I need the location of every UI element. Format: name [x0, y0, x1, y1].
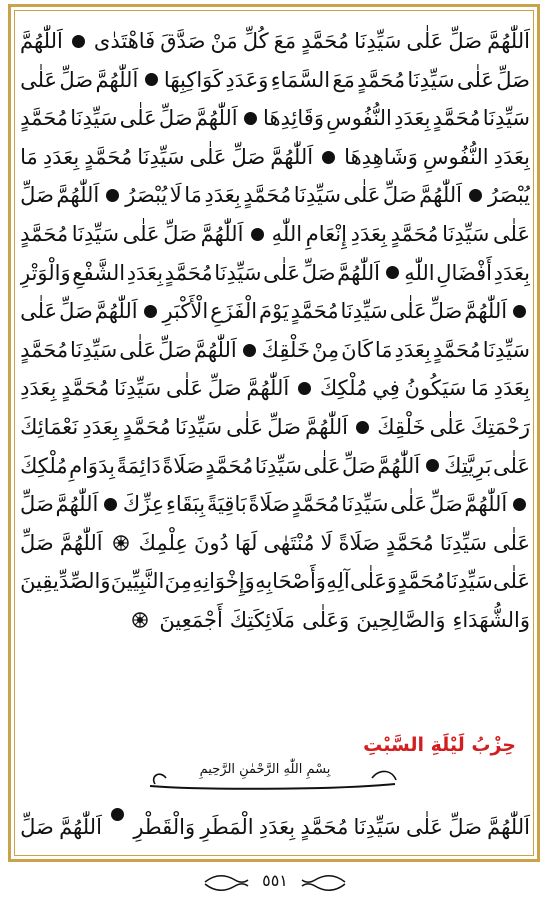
- word: سَيَكُونُ: [404, 376, 467, 401]
- section-heading: حِزْبُ لَيْلَةِ السَّبْتِ: [363, 734, 516, 756]
- word: خَلْقِكَ: [261, 337, 310, 362]
- word: اَللّٰهُمَّ: [194, 106, 238, 131]
- word: بِعَدَدِ: [42, 144, 80, 169]
- bullet-dot-icon: [322, 151, 335, 164]
- bullet-dot-icon: [111, 808, 124, 821]
- word: اَللّٰهُمَّ: [419, 183, 463, 208]
- word: سَيِّدِنَا: [482, 337, 530, 362]
- bullet-dot-icon: [298, 382, 311, 395]
- word: اَللّٰهُمَّ: [337, 260, 380, 285]
- bullet-dot-icon: [144, 305, 157, 318]
- word: لَهَا: [234, 530, 258, 555]
- bullet-dot-icon: [106, 189, 119, 202]
- word: آلِهِ: [326, 569, 350, 594]
- word: اَللّٰهُمَّ: [305, 414, 348, 439]
- word: عِزِّكَ: [122, 492, 165, 517]
- bullet-dot-icon: [251, 228, 264, 241]
- word: عَلٰى: [493, 530, 530, 555]
- word: بِعَدَدِ: [394, 106, 431, 131]
- word: صَلِّ: [163, 221, 197, 246]
- word: سَيِّدِنَا: [70, 106, 118, 131]
- word: اَللّٰهُمَّ: [464, 492, 508, 517]
- word: بِبَقَاءِ: [166, 492, 206, 517]
- page-footer: [0, 868, 550, 898]
- text-line: [20, 176, 530, 215]
- word: صَلِّ: [496, 67, 530, 92]
- word: بِعَدَدِ: [394, 337, 431, 362]
- word: مُلْكِكَ: [319, 376, 368, 401]
- word: صَلِّ: [59, 67, 94, 92]
- word: صَلَاةً: [248, 492, 290, 517]
- word: صَلِّ: [158, 337, 192, 362]
- text-line: [20, 408, 530, 447]
- bullet-dot-icon: [145, 73, 158, 86]
- text-line: [20, 215, 530, 254]
- word: مُحَمَّدٍ: [397, 569, 446, 594]
- text-line: [20, 447, 530, 486]
- word: النُّفُوسِ: [422, 144, 489, 169]
- word: سَيِّدِنَا: [407, 67, 455, 92]
- word: مُحَمَّدٍ: [164, 260, 213, 285]
- word: صَلِّ: [448, 29, 483, 53]
- bullet-dot-icon: [104, 498, 117, 511]
- word: اَللّٰهُمَّ: [464, 299, 508, 324]
- word: السَّمَاءِ: [270, 67, 331, 92]
- bullet-dot-icon: [386, 266, 399, 279]
- word: صَلِّ: [267, 414, 302, 439]
- word: اَللّٰهُمَّ: [377, 453, 421, 478]
- word: وَقَائِدِهَا: [263, 106, 324, 131]
- word: وَعَدَدِ: [225, 67, 269, 92]
- word: خَلْقِكَ: [377, 414, 426, 439]
- word: صَلِّ: [231, 144, 266, 169]
- word: عَلٰى: [456, 67, 494, 92]
- word: الْمَطَرِ: [200, 815, 254, 839]
- word: الشَّفْعِ: [72, 260, 126, 285]
- word: مُحَمَّدٍ: [205, 453, 254, 478]
- word: عَلٰى: [493, 221, 530, 246]
- word: عَلٰى: [429, 414, 467, 439]
- word: مُحَمَّدٍ: [385, 530, 434, 555]
- word: وَالشُّهَدَاءِ: [452, 607, 530, 632]
- word: صَلَاةً: [338, 530, 380, 555]
- word: وَالصِّدِّيقِينَ: [20, 569, 111, 594]
- word: أَفْضَالِ: [436, 260, 493, 285]
- word: بِعَدَدِ: [82, 414, 119, 439]
- word: اللّٰهِ: [271, 221, 303, 246]
- word: رَحْمَتِكَ: [470, 414, 530, 439]
- word: مُحَمَّدٍ: [20, 337, 69, 362]
- word: مَلَائِكَتِكَ: [229, 607, 296, 632]
- word: سَيِّدِنَا: [340, 299, 388, 324]
- word: سَيِّدِنَا: [254, 453, 302, 478]
- word: اَللّٰهُمَّ: [55, 492, 99, 517]
- word: سَيِّدِنَا: [214, 260, 262, 285]
- word: عَلٰى: [119, 106, 157, 131]
- word: دَائِمَةً: [116, 453, 161, 478]
- word: مُحَمَّدٍ: [301, 29, 350, 53]
- word: لَا: [320, 530, 333, 555]
- text-line: [20, 601, 530, 640]
- word: بِدَوَامِ: [69, 453, 115, 478]
- word: مُحَمَّدٍ: [290, 299, 339, 324]
- word: وَإِخْوَانِهِ: [192, 569, 255, 594]
- word: صَلِّ: [428, 299, 463, 324]
- text-line: [20, 524, 530, 563]
- word: سَيِّدِنَا: [482, 106, 530, 131]
- text-line: [20, 99, 530, 138]
- word: بِعَدَدِ: [493, 260, 530, 285]
- word: سَيِّدِنَا: [442, 221, 490, 246]
- word: سَيِّدِنَا: [174, 414, 223, 439]
- word: مَا: [184, 183, 202, 208]
- word: صَلِّ: [20, 492, 54, 517]
- word: صَلِّ: [20, 530, 54, 555]
- word: يُبْصَرُ: [488, 183, 530, 208]
- word: دُونَ: [193, 530, 229, 555]
- bullet-dot-icon: [243, 344, 256, 357]
- prayer-text-block: [20, 22, 530, 640]
- word: صَلِّ: [207, 376, 242, 401]
- word: عَلٰى: [303, 453, 341, 478]
- word: اَللّٰهُمَّ: [59, 815, 102, 839]
- word: نَعْمَائِكَ: [20, 414, 79, 439]
- word: عَلٰى: [20, 299, 58, 324]
- word: بِعَدَدِ: [258, 815, 296, 839]
- last-line: [20, 808, 530, 846]
- word: مُحَمَّدٍ: [122, 414, 171, 439]
- word: يُبْصَرُ: [125, 183, 168, 208]
- word: عَلٰى: [493, 569, 530, 594]
- word: عَلٰى: [119, 337, 157, 362]
- word: وَالصَّالِحِينَ: [356, 607, 446, 632]
- word: سَيِّدِنَا: [70, 337, 118, 362]
- text-line: [20, 22, 530, 61]
- word: مُحَمَّدٍ: [84, 144, 133, 169]
- word: بِعَدَدِ: [493, 144, 530, 169]
- word: عِلْمِكَ: [138, 530, 188, 555]
- word: بِعَدَدِ: [20, 376, 57, 401]
- word: صَلِّ: [428, 492, 463, 517]
- word: اللّٰهِ: [404, 260, 435, 285]
- word: عَلٰى: [389, 299, 427, 324]
- word: فِي: [372, 376, 400, 401]
- basmala-calligraphy: [0, 756, 550, 798]
- word: صَلِّ: [20, 815, 54, 839]
- word: مُحَمَّدٍ: [291, 492, 340, 517]
- word: عَلٰى: [405, 815, 443, 839]
- word: بَاقِيَةً: [206, 492, 247, 517]
- word: الْأَكْبَرِ: [162, 299, 209, 324]
- rub-el-hizb-icon: [113, 535, 129, 551]
- word: صَلِّ: [158, 106, 193, 131]
- word: عَلٰى: [122, 221, 160, 246]
- word: مُحَمَّدٍ: [432, 337, 481, 362]
- basmala-text: بِسْمِ اللّٰهِ الرَّحْمٰنِ الرَّحِيمِ: [199, 762, 331, 777]
- word: مُحَمَّدٍ: [300, 815, 349, 839]
- word: صَلِّ: [382, 183, 417, 208]
- word: عَلٰى: [20, 67, 58, 92]
- word: اَللّٰهُمَّ: [200, 221, 244, 246]
- word: مَا: [20, 144, 38, 169]
- word: وَعَلٰى: [349, 569, 398, 594]
- word: بِعَدَدِ: [204, 183, 241, 208]
- word: مُحَمَّدٍ: [20, 106, 69, 131]
- word: بَرِيَّتِكَ: [444, 453, 492, 478]
- word: عَلٰى: [390, 492, 428, 517]
- word: بِعَدَدِ: [350, 221, 387, 246]
- text-line: [20, 562, 530, 601]
- word: صَلِّ: [301, 260, 336, 285]
- word: مَا: [374, 337, 393, 362]
- word: صَلَاةً: [162, 453, 204, 478]
- word: بِعَدَدِ: [493, 376, 530, 401]
- word: سَيِّدِنَا: [353, 815, 401, 839]
- word: صَلِّ: [20, 183, 54, 208]
- word: مَا: [471, 376, 489, 401]
- word: النَّبِيِّينَ: [110, 569, 165, 594]
- word: اَللّٰهُمَّ: [56, 183, 100, 208]
- word: النُّفُوسِ: [326, 106, 392, 131]
- word: اَللّٰهُمَّ: [270, 144, 314, 169]
- word: عَلٰى: [406, 29, 444, 53]
- word: مُلْكِكَ: [20, 453, 68, 478]
- word: مَعَ: [332, 67, 355, 92]
- word: مُحَمَّدٍ: [61, 376, 110, 401]
- word: سَيِّدِنَا: [71, 221, 119, 246]
- word: مُحَمَّدٍ: [243, 183, 292, 208]
- word: الْفَزَعِ: [210, 299, 258, 324]
- bullet-dot-icon: [356, 421, 369, 434]
- bullet-dot-icon: [513, 305, 526, 318]
- word: عَلٰى: [189, 144, 227, 169]
- page-number: ٥٥١: [262, 871, 288, 890]
- text-line: [20, 138, 530, 177]
- word: عَلٰى: [263, 260, 301, 285]
- rub-el-hizb-icon: [132, 612, 148, 628]
- word: اَللّٰهُمَّ: [20, 29, 63, 53]
- word: صَدَّقَ: [160, 29, 206, 53]
- word: صَلِّ: [342, 453, 376, 478]
- word: عَلٰى: [166, 376, 204, 401]
- bullet-dot-icon: [513, 498, 526, 511]
- word: مُنْتَهٰى: [263, 530, 315, 555]
- word: مُحَمَّدٍ: [432, 106, 481, 131]
- text-line: [20, 485, 530, 524]
- bullet-dot-icon: [72, 35, 85, 48]
- word: فَاهْتَدٰى: [93, 29, 156, 53]
- text-line: [20, 292, 530, 331]
- bullet-dot-icon: [244, 112, 257, 125]
- word: كُلِّ: [242, 29, 269, 53]
- word: عَلٰى: [493, 453, 530, 478]
- word: يَوْمَ: [259, 299, 289, 324]
- word: سَيِّدِنَا: [341, 492, 389, 517]
- word: سَيِّدِنَا: [293, 183, 341, 208]
- word: مِنْ: [311, 337, 340, 362]
- word: كَوَاكِبِهَا: [163, 67, 224, 92]
- word: مُحَمَّدٍ: [20, 221, 69, 246]
- word: أَجْمَعِينَ: [159, 607, 223, 632]
- word: كَانَ: [341, 337, 373, 362]
- word: سَيِّدِنَا: [445, 569, 493, 594]
- word: سَيِّدِنَا: [354, 29, 402, 53]
- word: اَللّٰهُمَّ: [95, 67, 139, 92]
- text-line: [20, 61, 530, 100]
- word: صَلِّ: [448, 815, 482, 839]
- word: سَيِّدِنَا: [137, 144, 185, 169]
- word: اَللّٰهُمَّ: [193, 337, 237, 362]
- word: إِنْعَامِ: [305, 221, 347, 246]
- word: اَللّٰهُمَّ: [94, 299, 138, 324]
- bullet-dot-icon: [426, 459, 439, 472]
- word: عَلٰى: [343, 183, 381, 208]
- word: صَلِّ: [59, 299, 93, 324]
- word: مُحَمَّدٍ: [390, 221, 439, 246]
- word: اَللّٰهُمَّ: [487, 815, 530, 839]
- word: مَنْ: [210, 29, 238, 53]
- word: اَللّٰهُمَّ: [59, 530, 103, 555]
- word: وَعَلٰى: [302, 607, 350, 632]
- word: وَشَاهِدِهَا: [344, 144, 418, 169]
- word: وَالْوَتْرِ: [20, 260, 71, 285]
- word: لَا: [169, 183, 182, 208]
- word: اَللّٰهُمَّ: [246, 376, 290, 401]
- word: وَأَصْحَابِهِ: [255, 569, 326, 594]
- word: مُحَمَّدٍ: [357, 67, 406, 92]
- word: سَيِّدِنَا: [114, 376, 162, 401]
- word: بِعَدَدِ: [126, 260, 164, 285]
- text-line: [20, 254, 530, 293]
- word: سَيِّدِنَا: [439, 530, 487, 555]
- word: مِنَ: [164, 569, 192, 594]
- word: عَلٰى: [226, 414, 264, 439]
- word: وَالْقَطْرِ: [133, 815, 196, 839]
- text-line: [20, 331, 530, 370]
- word: اَللّٰهُمَّ: [487, 29, 530, 53]
- word: مَعَ: [273, 29, 297, 53]
- text-line: [20, 369, 530, 408]
- bullet-dot-icon: [469, 189, 482, 202]
